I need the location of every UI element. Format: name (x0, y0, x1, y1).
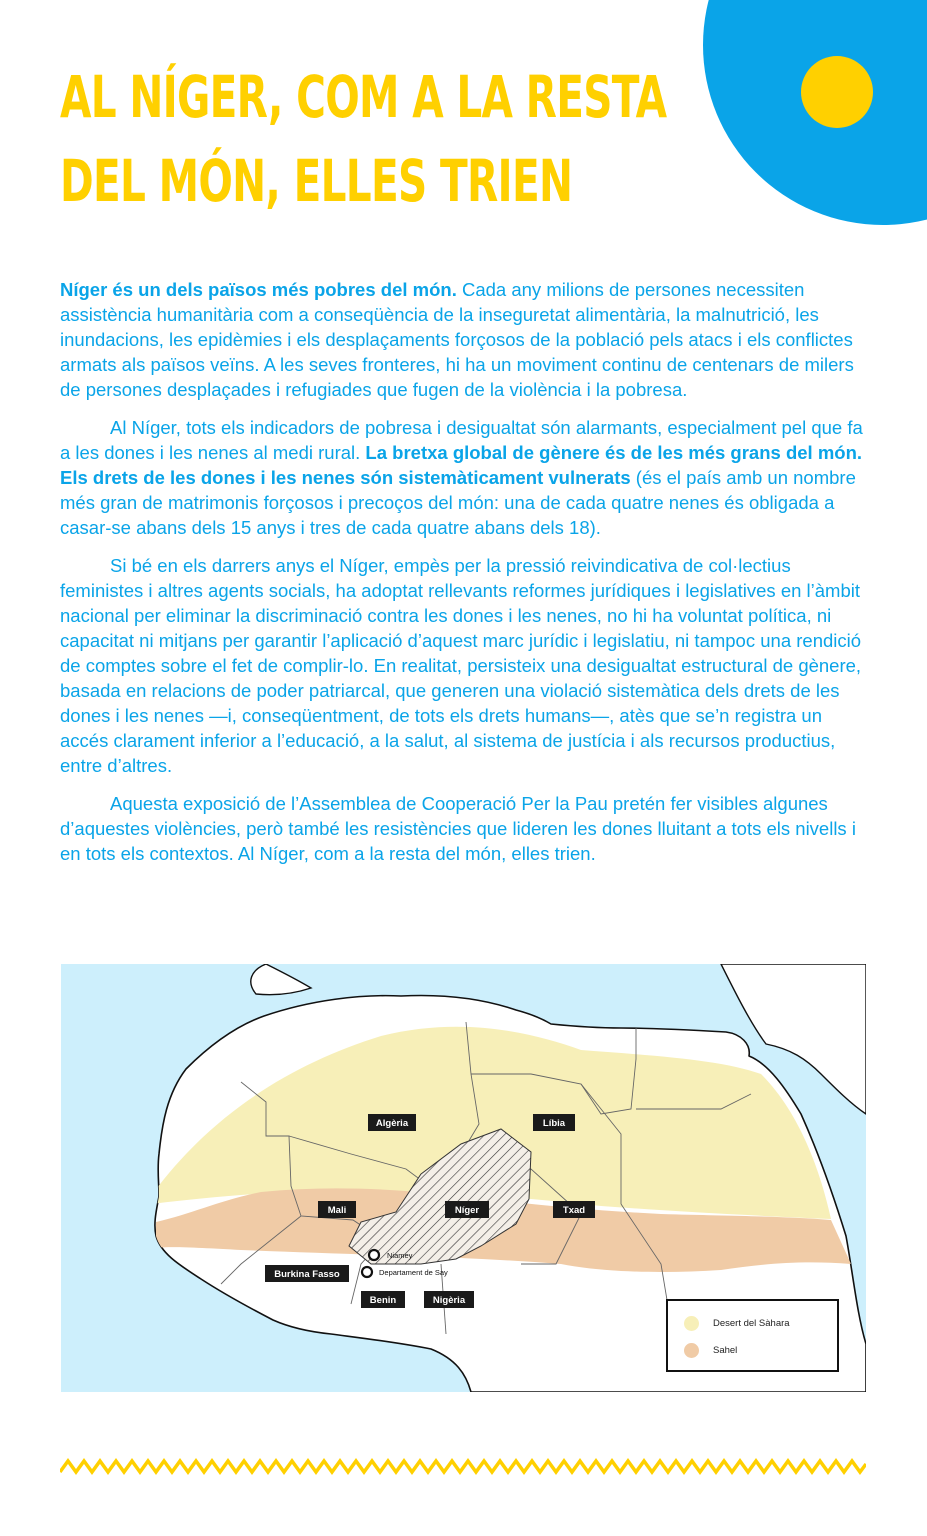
city-niamey-label: Niamey (387, 1251, 413, 1260)
legend-item-sahel (684, 1343, 737, 1358)
label-benin: Benin (369, 1295, 397, 1306)
paragraph-1 (60, 277, 866, 402)
legend-label-sahara: Desert del Sàhara (713, 1318, 790, 1329)
africa-map (61, 964, 866, 1392)
page-title (60, 55, 667, 223)
legend-swatch-sahara (684, 1316, 699, 1331)
legend-label-sahel: Sahel (713, 1345, 738, 1356)
zigzag-divider (60, 1455, 866, 1477)
label-chad: Txad (562, 1205, 586, 1216)
article-body (60, 277, 866, 879)
legend-item-sahara (684, 1316, 790, 1331)
label-algeria: Algèria (375, 1118, 409, 1129)
paragraph-1-highlight: Níger és un dels països més pobres del món. (60, 279, 457, 300)
paragraph-2 (60, 415, 866, 540)
paragraph-3: Si bé en els darrers anys el Níger, empès per la pressió reivindicativa de col·lectius feministes i altres agents socials, ha adoptat rellevants reformes jurídiques i legislatives en l’àmbit nacional per eliminar la discriminació contra les dones i les nenes, no hi ha voluntat política, ni capacitat ni mitjans per garantir l’aplicació d’aquest marc jurídic i legislatiu, ni tampoc una rendició de comptes sobre el fet de complir-lo. En realitat, persisteix una desigualtat estructural de gènere, basada en relacions de poder patriarcal, que generen una violació sistemàtica dels drets de les dones i les nenes —i, conseqüentment, de tots els drets humans—, atès que se’n registra un accés clarament inferior a l’educació, a la salut, al sistema de justícia i als recursos productius, entre d’altres. (60, 555, 862, 776)
paragraph-2-highlight: La bretxa global de gènere és de les més grans del món. Els drets de les dones i les nenes són sistemàticament vulnerats (60, 442, 863, 488)
map-legend (666, 1299, 839, 1372)
land-europe-tip (251, 964, 311, 995)
legend-swatch-sahel (684, 1343, 699, 1358)
decorative-yellow-circle (801, 56, 873, 128)
paragraph-2-text-a: Al Níger, tots els indicadors de pobresa i desigualtat són alarmants, especialment pel que fa a les dones i les nenes al medi rural. (60, 417, 863, 463)
label-nigeria: Nigèria (432, 1295, 466, 1306)
page-title-line-2: DEL MÓN, ELLES TRIEN (60, 147, 573, 215)
label-mali: Mali (327, 1205, 347, 1216)
label-burkina: Burkina Fasso (274, 1269, 340, 1280)
city-niamey-marker (369, 1250, 379, 1260)
page-title-line-1: AL NÍGER, COM A LA RESTA (60, 63, 667, 131)
paragraph-1-text: Cada any milions de persones necessiten assistència humanitària com a conseqüència de la inseguretat alimentària, la malnutrició, les inundacions, les epidèmies i els desplaçaments forçosos de la població pels atacs i els conflictes armats als països veïns. A les seves fronteres, hi ha un moviment continu de centenars de milers de persones desplaçades i refugiades que fugen de la violència i la pobresa. (60, 279, 854, 400)
paragraph-2-text-b: (és el país amb un nombre més gran de matrimonis forçosos i precoços del món: una de cada quatre nenes és obligada a casar-se abans dels 15 anys i tres de cada quatre abans dels 18). (60, 467, 856, 538)
label-niger: Níger (454, 1205, 480, 1216)
paragraph-4: Aquesta exposició de l’Assemblea de Cooperació Per la Pau pretén fer visibles algunes d’aquestes violències, però també les resistències que lideren les dones lluitant a tots els nivells i en tots els contextos. Al Níger, com a la resta del món, elles trien. (60, 793, 856, 864)
label-libya: Líbia (542, 1118, 566, 1129)
city-say-label: Departament de Say (379, 1268, 448, 1277)
city-say-marker (362, 1267, 372, 1277)
